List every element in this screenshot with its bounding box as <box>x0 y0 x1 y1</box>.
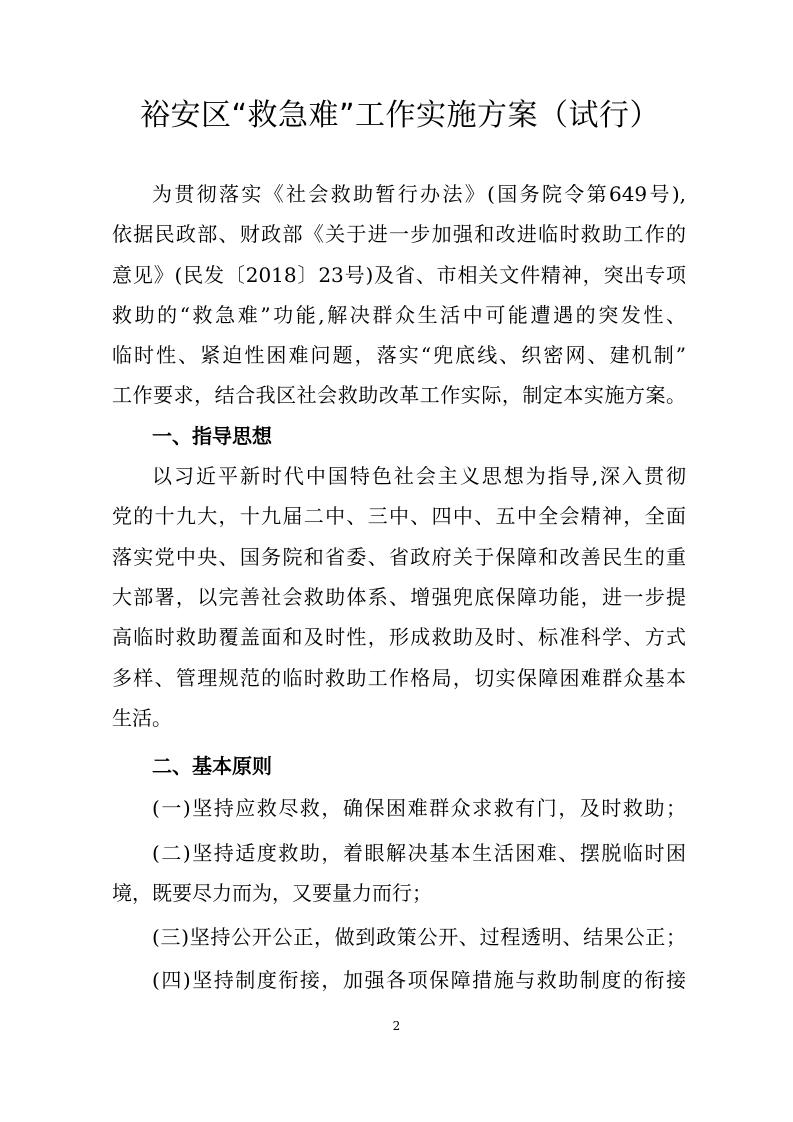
text-line: 落实党中央、国务院和省委、省政府关于保障和改善民生的重 <box>112 544 686 569</box>
principles-list <box>112 786 686 999</box>
document-title: 裕安区“救急难”工作实施方案（试行） <box>139 98 661 133</box>
principle-item: (四)坚持制度衔接，加强各项保障措施与救助制度的衔接 <box>152 967 686 992</box>
principle-item-continuation: 境，既要尽力而为，又要量力而行； <box>112 881 432 906</box>
principle-item: (二)坚持适度救助，着眼解决基本生活困难、摆脱临时困 <box>152 840 686 865</box>
text-line: 以习近平新时代中国特色社会主义思想为指导,深入贯彻 <box>152 464 686 489</box>
text-line: 临时性、紧迫性困难问题，落实“兜底线、织密网、建机制” <box>112 343 686 368</box>
text-line: 生活。 <box>112 705 172 730</box>
section-heading-basic-principles: 二、基本原则 <box>152 754 272 779</box>
text-line: 依据民政部、财政部《关于进一步加强和改进临时救助工作的 <box>112 222 686 247</box>
intro-paragraph <box>112 174 686 416</box>
section-heading-guiding-ideology: 一、指导思想 <box>152 423 272 448</box>
text-line: 为贯彻落实《社会救助暂行办法》(国务院令第649号), <box>152 182 686 206</box>
guiding-ideology-paragraph <box>112 456 686 738</box>
text-line: 救助的“救急难”功能,解决群众生活中可能遭遇的突发性、 <box>112 302 686 327</box>
text-line: 党的十九大，十九届二中、三中、四中、五中全会精神，全面 <box>112 504 686 529</box>
text-line: 工作要求，结合我区社会救助改革工作实际，制定本实施方案。 <box>112 383 686 408</box>
page-number: 2 <box>392 1019 401 1033</box>
text-line: 高临时救助覆盖面和及时性，形成救助及时、标准科学、方式 <box>112 625 686 650</box>
document-body <box>112 174 686 1000</box>
text-line: 多样、管理规范的临时救助工作格局，切实保障困难群众基本 <box>112 665 686 690</box>
text-line: 大部署，以完善社会救助体系、增强兜底保障功能，进一步提 <box>112 584 686 609</box>
text-line: 意见》(民发〔2018〕23号)及省、市相关文件精神，突出专项 <box>112 262 686 287</box>
principle-item: (一)坚持应救尽救，确保困难群众求救有门，及时救助； <box>152 796 686 821</box>
principle-item: (三)坚持公开公正，做到政策公开、过程透明、结果公正； <box>152 925 686 950</box>
paragraph-spacer <box>112 738 686 746</box>
